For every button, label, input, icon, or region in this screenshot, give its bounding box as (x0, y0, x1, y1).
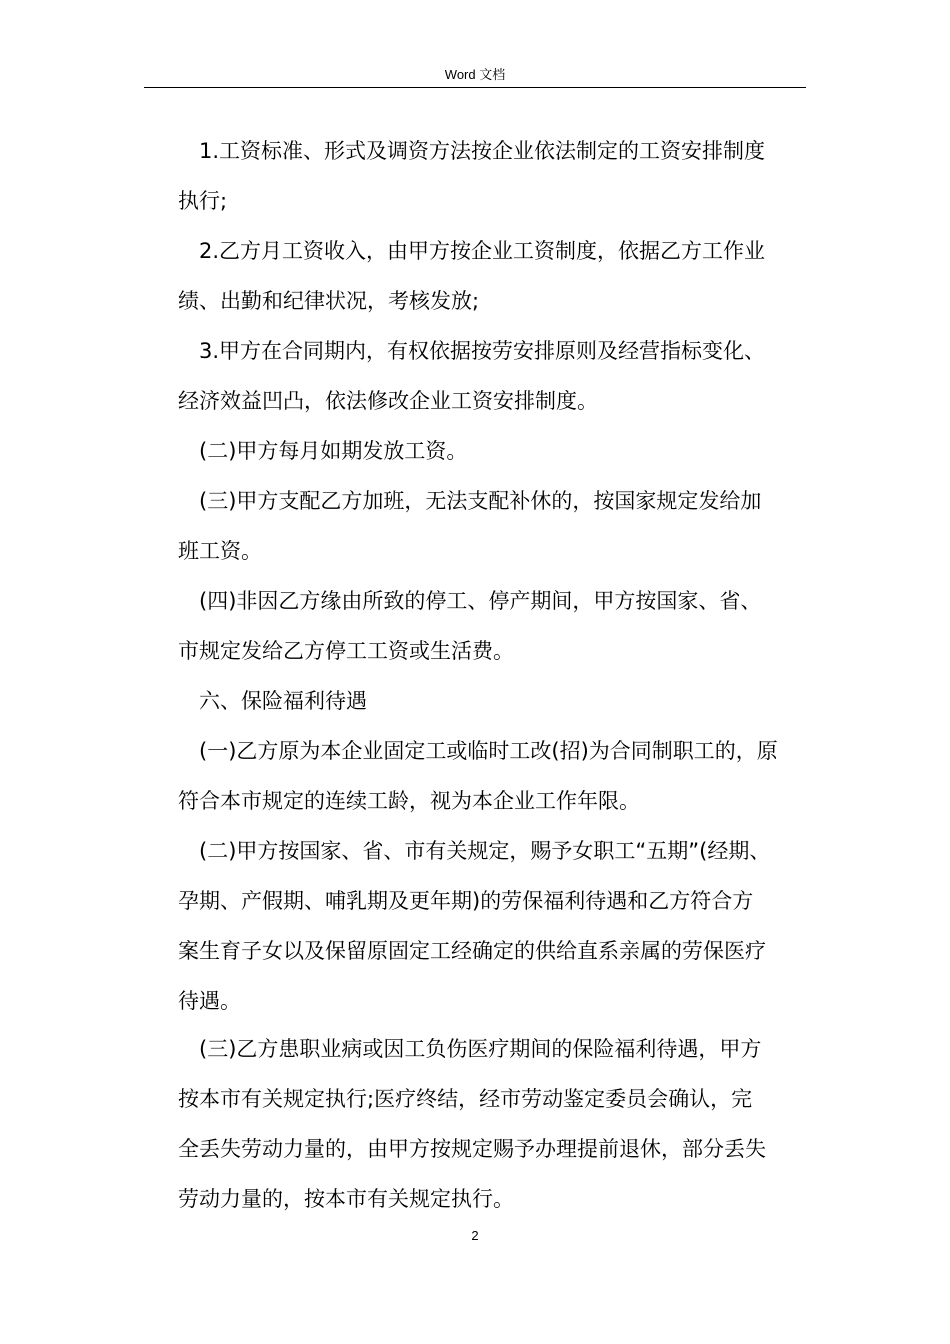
paragraph-line: (三)乙方患职业病或因工负伤医疗期间的保险福利待遇，甲方 (199, 1037, 762, 1061)
paragraph-line: 全丢失劳动力量的，由甲方按规定赐予办理提前退休，部分丢失 (178, 1137, 766, 1161)
paragraph-line: 按本市有关规定执行;医疗终结，经市劳动鉴定委员会确认，完 (178, 1087, 753, 1111)
paragraph-line: (四)非因乙方缘由所致的停工、停产期间，甲方按国家、省、 (199, 589, 762, 613)
paragraph-line: 案生育子女以及保留原固定工经确定的供给直系亲属的劳保医疗 (178, 939, 766, 963)
paragraph-line: 市规定发给乙方停工工资或生活费。 (178, 639, 514, 663)
paragraph-line: 3.甲方在合同期内，有权依据按劳安排原则及经营指标变化、 (199, 339, 766, 363)
paragraph-line: 待遇。 (178, 989, 241, 1013)
header-divider (144, 87, 806, 88)
paragraph-line: 绩、出勤和纪律状况，考核发放; (178, 289, 480, 313)
paragraph-line: 1.工资标准、形式及调资方法按企业依法制定的工资安排制度 (199, 139, 766, 163)
section-heading: 六、保险福利待遇 (199, 689, 367, 713)
paragraph-line: (三)甲方支配乙方加班，无法支配补休的，按国家规定发给加 (199, 489, 762, 513)
paragraph-line: (二)甲方按国家、省、市有关规定，赐予女职工“五期”(经期、 (199, 839, 771, 863)
paragraph-line: (一)乙方原为本企业固定工或临时工改(招)为合同制职工的，原 (199, 739, 778, 763)
document-header: Word 文档 (444, 67, 506, 82)
page-number: 2 (471, 1228, 479, 1243)
paragraph-line: 经济效益凹凸，依法修改企业工资安排制度。 (178, 389, 598, 413)
paragraph-line: (二)甲方每月如期发放工资。 (199, 439, 468, 463)
paragraph-line: 执行; (178, 189, 228, 213)
paragraph-line: 孕期、产假期、哺乳期及更年期)的劳保福利待遇和乙方符合方 (178, 889, 754, 913)
paragraph-line: 2.乙方月工资收入，由甲方按企业工资制度，依据乙方工作业 (199, 239, 766, 263)
paragraph-line: 班工资。 (178, 539, 262, 563)
paragraph-line: 符合本市规定的连续工龄，视为本企业工作年限。 (178, 789, 640, 813)
paragraph-line: 劳动力量的，按本市有关规定执行。 (178, 1187, 514, 1211)
